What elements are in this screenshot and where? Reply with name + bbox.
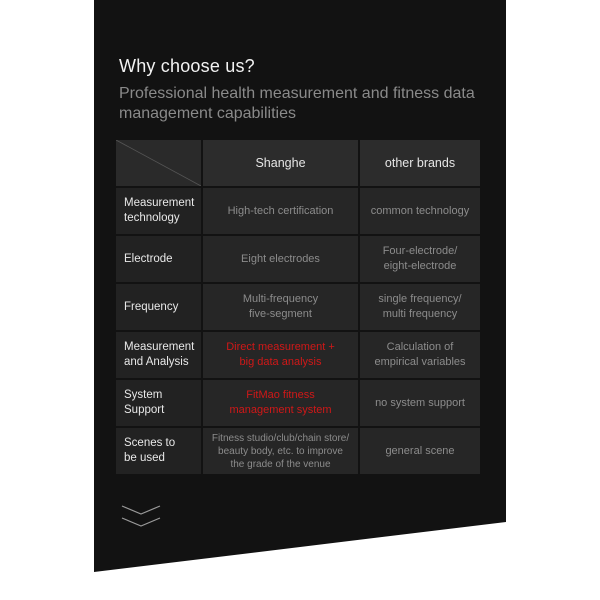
cell-other-system-support: no system support: [360, 380, 480, 426]
cell-other-frequency: single frequency/ multi frequency: [360, 284, 480, 330]
page-subtitle: Professional health measurement and fitness data management capabilities: [119, 85, 475, 122]
double-chevron-down-icon[interactable]: [120, 502, 162, 532]
cell-shanghe-scenes: Fitness studio/club/chain store/ beauty body, etc. to improve the grade of the venue: [203, 428, 358, 474]
column-header-shanghe: Shanghe: [203, 140, 358, 186]
row-label-electrode: Electrode: [116, 236, 201, 282]
comparison-table: [116, 140, 478, 474]
cell-other-electrode: Four-electrode/ eight-electrode: [360, 236, 480, 282]
content-panel: [94, 0, 506, 572]
row-label-frequency: Frequency: [116, 284, 201, 330]
page-title: Why choose us?: [119, 56, 255, 76]
cell-shanghe-measurement-analysis: Direct measurement + big data analysis: [203, 332, 358, 378]
row-label-scenes: Scenes to be used: [116, 428, 201, 474]
row-label-system-support: System Support: [116, 380, 201, 426]
diagonal-divider: [116, 140, 201, 186]
cell-shanghe-measurement-technology: High-tech certification: [203, 188, 358, 234]
cell-shanghe-system-support: FitMao fitness management system: [203, 380, 358, 426]
row-label-measurement-technology: Measurement technology: [116, 188, 201, 234]
cell-shanghe-frequency: Multi-frequency five-segment: [203, 284, 358, 330]
cell-shanghe-electrode: Eight electrodes: [203, 236, 358, 282]
row-label-measurement-analysis: Measurement and Analysis: [116, 332, 201, 378]
cell-other-measurement-technology: common technology: [360, 188, 480, 234]
column-header-other-brands: other brands: [360, 140, 480, 186]
table-corner-cell: [116, 140, 201, 186]
cell-other-measurement-analysis: Calculation of empirical variables: [360, 332, 480, 378]
cell-other-scenes: general scene: [360, 428, 480, 474]
